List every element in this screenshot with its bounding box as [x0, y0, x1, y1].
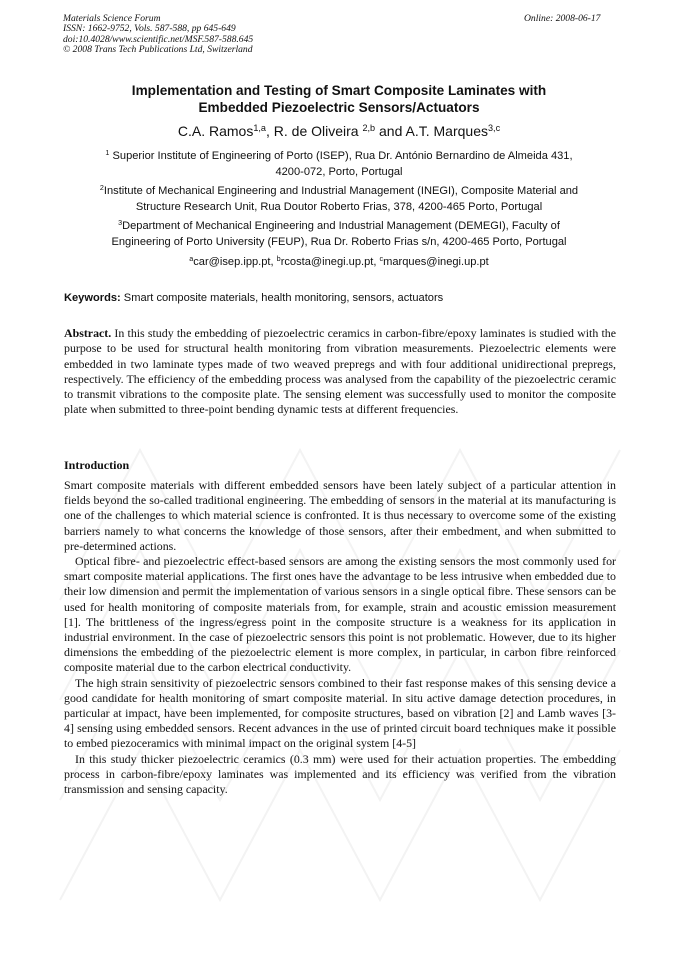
abstract — [64, 326, 616, 418]
abstract-label: Abstract. — [64, 326, 112, 340]
paragraph: Smart composite materials with different embedded sensors have been lately subject of a particular attention in fields beyond the so-called traditional engineering. The embedding of sensors in the material at its manufacturing is one of the challenges to which material science is confronted. It is thus necessary to overcome some of the existing barriers namely to what concerns the knowledge of those sensors, after their embedment, and when submitted to pre-determined actions. — [64, 478, 616, 553]
affiliation-marker: 1 — [105, 148, 110, 158]
affiliation-text: Structure Research Unit, Rua Doutor Roberto Frias, 378, 4200-465 Porto, Portugal — [135, 200, 543, 213]
title-line-1: Implementation and Testing of Smart Composite Laminates with — [131, 83, 547, 98]
author-separator: and — [375, 123, 406, 139]
abstract-text: In this study the embedding of piezoelectric ceramics in carbon-fibre/epoxy laminates is studied with the purpose to be used for structural health monitoring from vibration measurements. Piezoelectric elements were embedded in two laminate types made of two weaved prepregs and with four additional unidirectional prepregs, respectively. The efficiency of the embedding process was analysed from the capability of the piezoelectric ceramic to transmit vibrations to the composite plate. The sensing element was successfully used to monitor the composite plate when submitted to three-point bending dynamic tests at different frequencies. — [64, 326, 616, 417]
journal-name: Materials Science Forum — [63, 13, 161, 24]
email-list — [60, 255, 618, 271]
affiliation-text: 4200-072, Porto, Portugal — [275, 165, 403, 178]
author-1-affiliation: 1,a — [253, 123, 266, 133]
email-1: car@isep.ipp.pt, — [193, 256, 277, 268]
author-2: R. de Oliveira — [273, 123, 363, 139]
doi: doi:10.4028/www.scientific.net/MSF.587-588.645 — [63, 33, 254, 45]
affiliation-marker: 3 — [118, 218, 123, 228]
affiliation-3 — [60, 219, 618, 250]
author-list — [60, 123, 618, 140]
paragraph: Optical fibre- and piezoelectric effect-based sensors are among the existing sensors the most commonly used for smart composite material applications. The first ones have the advantage to be less intrusive when embedded due to their low dimension and permit the implementation of various sensors in a single optical fibre. These sensors can be used for health monitoring of composite materials from, for example, strain and acoustic emission measurement [1]. The brittleness of the ingress/egress point in the composite structure is a weakness for its application in industrial environment. In the case of piezoelectric sensors this point is not problematic. However, due to its higher dimensions the embedding of the piezoelectric element is more complex, in particular, in carbon fibre reinforced composite material due to the carbon electrical conductivity. — [64, 554, 616, 675]
affiliation-1 — [60, 149, 618, 180]
introduction-body — [64, 478, 616, 797]
keywords-label: Keywords: — [64, 292, 121, 304]
affiliation-text: Superior Institute of Engineering of Porto (ISEP), Rua Dr. António Bernardino de Almeida 431, — [109, 150, 573, 162]
paragraph: In this study thicker piezoelectric ceramics (0.3 mm) were used for their actuation properties. The embedding process in carbon-fibre/epoxy laminates was implemented and its efficiency was verified from the vibration transmission and sensing capacity. — [64, 751, 616, 797]
affiliation-2 — [60, 184, 618, 215]
paragraph: The high strain sensitivity of piezoelectric sensors combined to their fast response makes of this sensing device a good candidate for health monitoring of smart composite material. In situ active damage detection procedures, in particular at impact, have been implemented, for composite structures, based on vibration [2] and Lamb waves [3-4] sensing using embedded sensors. Recent advances in the use of printed circuit board techniques make it possible to embed piezoceramics with minimal impact on the original system [4-5] — [64, 675, 616, 751]
author-3: A.T. Marques — [405, 123, 488, 139]
author-separator: , — [265, 123, 274, 139]
affiliation-text: Engineering of Porto University (FEUP), Rua Dr. Roberto Frias s/n, 4200-465 Porto, Portugal — [111, 235, 567, 248]
keywords-text: Smart composite materials, health monitoring, sensors, actuators — [120, 292, 444, 304]
copyright: © 2008 Trans Tech Publications Ltd, Switzerland — [63, 44, 253, 56]
section-heading-introduction: Introduction — [64, 458, 130, 472]
email-3: marques@inegi.up.pt — [383, 256, 489, 268]
issn: ISSN: 1662-9752, Vols. 587-588, pp 645-649 — [63, 23, 236, 35]
email-marker: b — [276, 254, 281, 264]
email-marker: a — [189, 254, 194, 264]
keywords — [64, 291, 616, 305]
title-line-2: Embedded Piezoelectric Sensors/Actuators — [198, 100, 480, 115]
affiliation-marker: 2 — [99, 183, 104, 193]
email-marker: c — [379, 254, 384, 264]
affiliation-text: Department of Mechanical Engineering and Industrial Management (DEMEGI), Faculty of — [122, 220, 560, 232]
journal-header — [63, 14, 253, 56]
author-3-affiliation: 3,c — [487, 123, 501, 133]
online-date: Online: 2008-06-17 — [524, 13, 601, 24]
author-2-affiliation: 2,b — [362, 123, 376, 133]
author-1: C.A. Ramos — [177, 123, 254, 139]
paper-title — [60, 82, 618, 116]
email-2: rcosta@inegi.up.pt, — [280, 256, 380, 268]
affiliation-text: Institute of Mechanical Engineering and Industrial Management (INEGI), Composite Material and — [103, 185, 579, 197]
